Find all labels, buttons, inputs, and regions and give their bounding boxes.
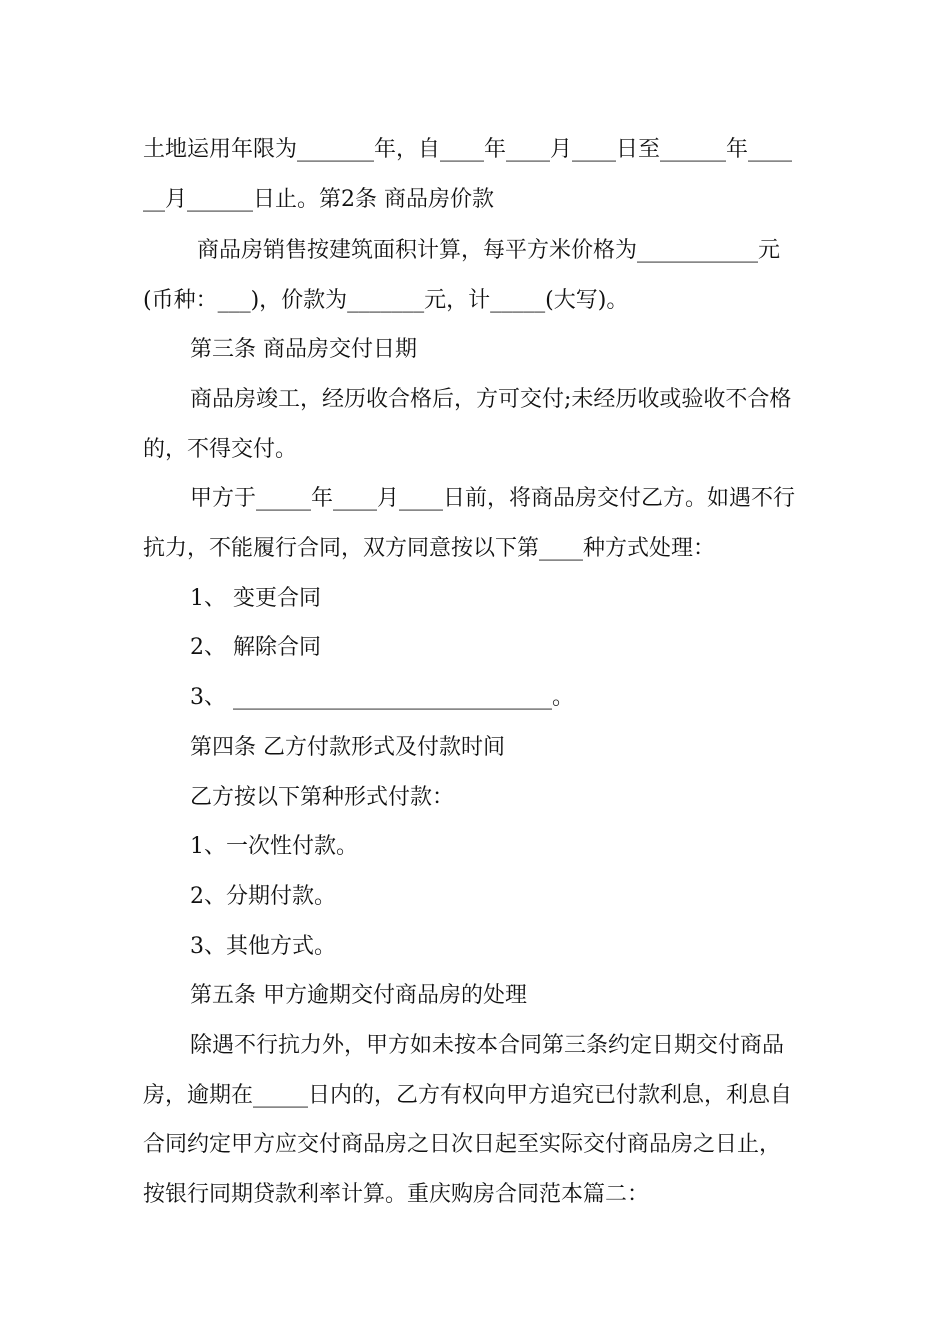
- text-line: 除遇不行抗力外，甲方如未按本合同第三条约定日期交付商品: [190, 1033, 785, 1058]
- text-line: 土地运用年限为_______年，自____年____月____日至______年____: [143, 137, 793, 162]
- section-heading: 第五条 甲方逾期交付商品房的处理: [190, 983, 527, 1008]
- list-item: 3、 _____________________________。: [190, 685, 574, 710]
- text-line: 抗力，不能履行合同，双方同意按以下第____种方式处理：: [143, 536, 716, 561]
- list-item: 1、一次性付款。: [190, 834, 358, 859]
- text-line: __月______日止。第2条 商品房价款: [143, 187, 494, 212]
- text-line: 合同约定甲方应交付商品房之日次日起至实际交付商品房之日止，: [143, 1132, 782, 1157]
- list-item: 2、 解除合同: [190, 635, 321, 660]
- text-line: 甲方于_____年____月____日前，将商品房交付乙方。如遇不行: [190, 486, 796, 511]
- text-line: 乙方按以下第种形式付款：: [190, 785, 455, 810]
- text-line: 的，不得交付。: [143, 437, 298, 462]
- list-item: 3、其他方式。: [190, 934, 336, 959]
- text-line: 商品房竣工，经历收合格后，方可交付;未经历收或验收不合格: [190, 387, 792, 412]
- text-line: 按银行同期贷款利率计算。重庆购房合同范本篇二：: [143, 1182, 650, 1207]
- text-line: (币种：___)，价款为_______元，计_____(大写)。: [143, 288, 629, 313]
- section-heading: 第四条 乙方付款形式及付款时间: [190, 735, 505, 760]
- text-line: 房，逾期在_____日内的，乙方有权向甲方追究已付款利息，利息自: [143, 1083, 793, 1108]
- list-item: 2、分期付款。: [190, 884, 336, 909]
- text-line: 商品房销售按建筑面积计算，每平方米价格为___________元: [197, 238, 781, 263]
- section-heading: 第三条 商品房交付日期: [190, 337, 417, 362]
- list-item: 1、 变更合同: [190, 586, 321, 611]
